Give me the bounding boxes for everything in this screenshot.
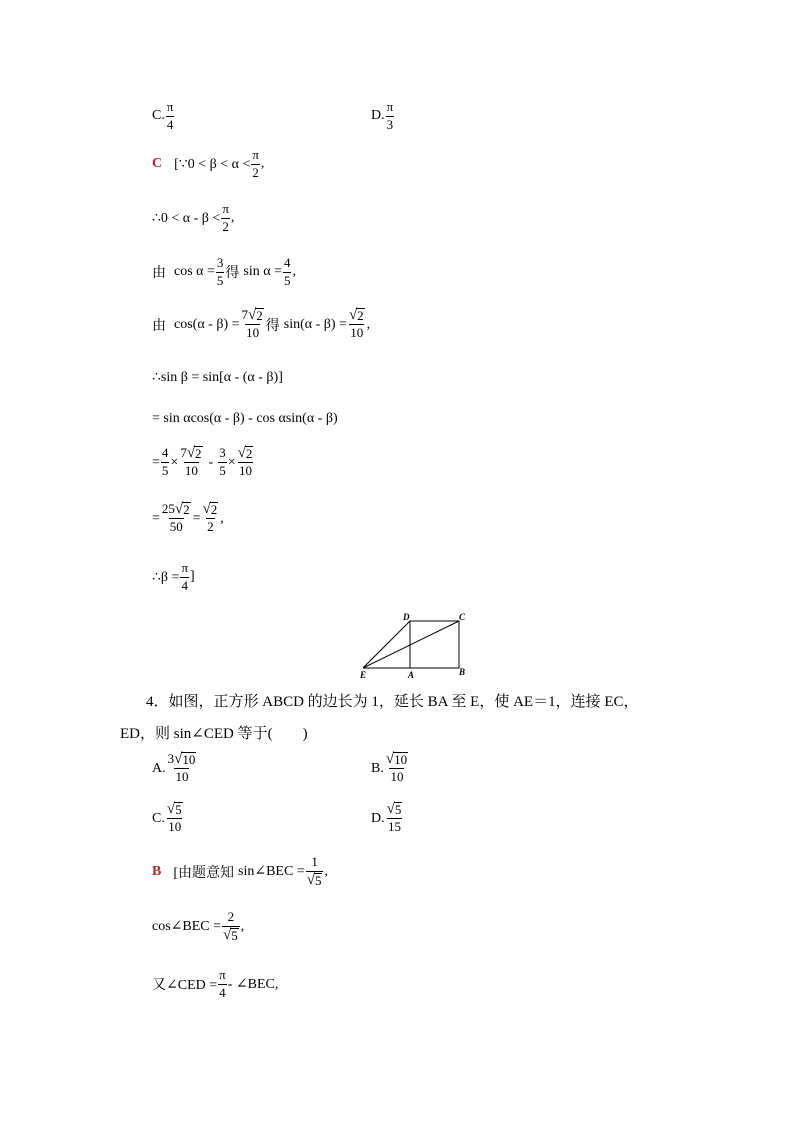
denominator: 10 (390, 769, 404, 785)
option-d-prev (371, 100, 395, 133)
radicand: 5 (175, 802, 182, 817)
fraction (221, 202, 230, 235)
numerator (241, 308, 265, 324)
fraction (218, 968, 227, 1001)
text: cos(α - β) = (174, 316, 240, 332)
option-label: D. (371, 108, 385, 124)
fraction (161, 502, 192, 535)
denominator: 5 (283, 272, 291, 288)
option-label: A. (152, 760, 166, 776)
text: - (208, 454, 214, 470)
denominator: 4 (181, 577, 188, 593)
denominator: 5 (161, 463, 169, 479)
fraction (166, 100, 175, 133)
text: = (152, 510, 160, 526)
label-d: D (403, 612, 410, 622)
denominator: 3 (386, 116, 394, 132)
text: = (152, 454, 160, 470)
answer-letter: B (152, 863, 162, 879)
text: × (170, 454, 179, 470)
numerator: π (219, 967, 226, 982)
sqrt: √ 2 (237, 445, 253, 461)
fraction (386, 802, 404, 835)
text: ED，则 sin∠CED 等于( ) (120, 726, 308, 742)
sqrt: √ 5 (306, 871, 322, 888)
sol3-line2 (152, 202, 234, 235)
radicand: 2 (195, 446, 202, 461)
sqrt: √ 2 (248, 307, 263, 323)
coef: 7 (180, 445, 187, 460)
option-a[interactable] (152, 752, 198, 785)
denominator: 2 (252, 164, 259, 180)
fraction (283, 256, 292, 289)
fraction (237, 446, 255, 479)
radicand: 2 (357, 308, 364, 323)
denominator: 5 (219, 463, 226, 479)
option-label: D. (371, 810, 385, 826)
sol4-line2 (152, 910, 244, 943)
q4-stem-line2 (120, 722, 308, 743)
denominator: 10 (184, 463, 198, 479)
numerator: 4 (161, 445, 169, 461)
sqrt: √ 10 (174, 751, 196, 767)
fraction (251, 148, 260, 181)
radicand: 10 (182, 752, 196, 767)
denominator: 10 (350, 325, 364, 341)
sol3-line6 (152, 411, 338, 427)
sol3-line4 (152, 308, 370, 341)
radicand: 5 (231, 927, 238, 943)
sqrt: √ 5 (386, 801, 402, 817)
numerator: 3 (219, 445, 226, 461)
text: - ∠BEC, (227, 976, 279, 992)
denominator: 2 (207, 519, 214, 535)
text: , (240, 918, 245, 934)
denominator: 10 (246, 325, 260, 341)
coef: 3 (167, 751, 175, 766)
denominator: 10 (175, 769, 189, 785)
numerator: π (181, 560, 189, 575)
numerator: π (252, 147, 259, 162)
q4-stem-line1 (146, 690, 639, 711)
denominator: 50 (169, 519, 183, 535)
text: ∴sin β = sin[α - (α - β)] (152, 370, 283, 385)
denominator: 10 (238, 463, 252, 479)
option-b[interactable] (371, 752, 410, 785)
radicand: 10 (394, 752, 408, 767)
sqrt: √ 2 (174, 501, 190, 517)
text: 由 (152, 266, 166, 282)
sqrt: √ 5 (166, 801, 182, 817)
numerator (202, 502, 220, 518)
sol3-line5 (152, 369, 283, 386)
sqrt: √ 10 (385, 751, 408, 767)
sqrt: √ 2 (348, 307, 364, 323)
text: sin α = (243, 264, 282, 280)
denominator: 2 (222, 218, 229, 234)
numerator (385, 752, 409, 768)
text: ] (190, 569, 195, 585)
answer-letter: C (152, 156, 163, 172)
radicand: 5 (394, 802, 402, 817)
label-e: E (360, 670, 367, 680)
text: sin(α - β) = (283, 316, 347, 332)
fraction (218, 446, 227, 479)
segment-ed (363, 621, 410, 668)
numerator (161, 502, 192, 518)
segment-ec (363, 621, 459, 668)
text: , (366, 316, 371, 332)
denominator: 10 (168, 819, 182, 835)
radicand: 5 (314, 872, 322, 888)
text: ∴β = (152, 569, 180, 585)
fraction (386, 100, 395, 133)
fraction (180, 561, 189, 594)
fraction (306, 855, 324, 888)
fraction (348, 308, 366, 341)
fraction (166, 802, 184, 835)
fraction (202, 502, 220, 535)
option-c[interactable] (152, 802, 185, 835)
denominator: 15 (387, 819, 401, 835)
numerator: π (166, 99, 174, 114)
text: cos∠BEC = (152, 919, 222, 935)
coef: 7 (241, 307, 249, 322)
fraction (241, 308, 265, 341)
sol3-line7 (152, 446, 255, 479)
text: , (230, 210, 235, 226)
sol3-line8 (152, 502, 224, 535)
label-a: A (408, 670, 415, 680)
fraction (161, 446, 170, 479)
denominator (222, 926, 240, 943)
numerator: π (222, 201, 229, 216)
coef: 25 (161, 501, 175, 516)
fraction (167, 752, 198, 785)
numerator (167, 752, 198, 768)
numerator: 3 (216, 255, 224, 270)
sqrt: √ 2 (186, 445, 202, 461)
fraction (216, 256, 225, 289)
numerator (179, 446, 203, 462)
fraction (222, 910, 240, 943)
geometry-figure (355, 611, 475, 681)
text: [∵0 < β < α < (174, 156, 251, 172)
option-label: C. (152, 108, 165, 124)
text: , (292, 264, 296, 280)
sqrt: √ 2 (202, 501, 218, 517)
text: ∴0 < α - β < (152, 210, 221, 226)
text: = (192, 510, 201, 526)
sol3-line1 (152, 148, 264, 181)
text: 又∠CED = (152, 978, 218, 994)
text: , (220, 510, 224, 526)
denominator (306, 871, 324, 888)
numerator: 4 (283, 255, 291, 270)
numerator (348, 308, 366, 324)
option-label: B. (371, 760, 384, 776)
numerator (386, 802, 404, 818)
text: 4．如图，正方形 ABCD 的边长为 1，延长 BA 至 E，使 AE＝1，连接 EC， (146, 694, 639, 710)
sol4-line3 (152, 968, 278, 1001)
radicand: 2 (256, 308, 263, 323)
radicand: 2 (210, 502, 218, 517)
sqrt: √ 5 (223, 926, 238, 943)
text: × (227, 454, 236, 470)
text: cos α = (174, 264, 215, 280)
option-d[interactable] (371, 802, 404, 835)
numerator (237, 446, 255, 462)
denominator: 4 (219, 984, 226, 1000)
sol3-line3 (152, 256, 296, 289)
numerator: 1 (311, 854, 318, 869)
sol3-line9 (152, 561, 195, 594)
numerator: π (386, 99, 394, 114)
denominator: 5 (216, 272, 224, 288)
fraction (179, 446, 203, 479)
radicand: 2 (245, 446, 253, 461)
option-c-prev (152, 100, 175, 133)
radicand: 2 (183, 502, 190, 517)
numerator: 2 (227, 909, 235, 924)
text: , (324, 863, 328, 879)
text: = sin αcos(α - β) - cos αsin(α - β) (152, 411, 338, 426)
label-c: C (459, 612, 466, 622)
text: , (260, 156, 265, 172)
denominator: 4 (166, 116, 174, 132)
label-b: B (459, 667, 466, 677)
square-abcd (410, 621, 459, 668)
numerator (166, 802, 184, 818)
text: 得 (265, 318, 280, 334)
text: 得 (225, 266, 240, 282)
fraction (385, 752, 409, 785)
option-label: C. (152, 810, 165, 826)
text: 由 (152, 318, 166, 334)
text: sin∠BEC = (238, 864, 305, 880)
sol4-line1 (152, 855, 328, 888)
text: [由题意知 (173, 865, 235, 881)
